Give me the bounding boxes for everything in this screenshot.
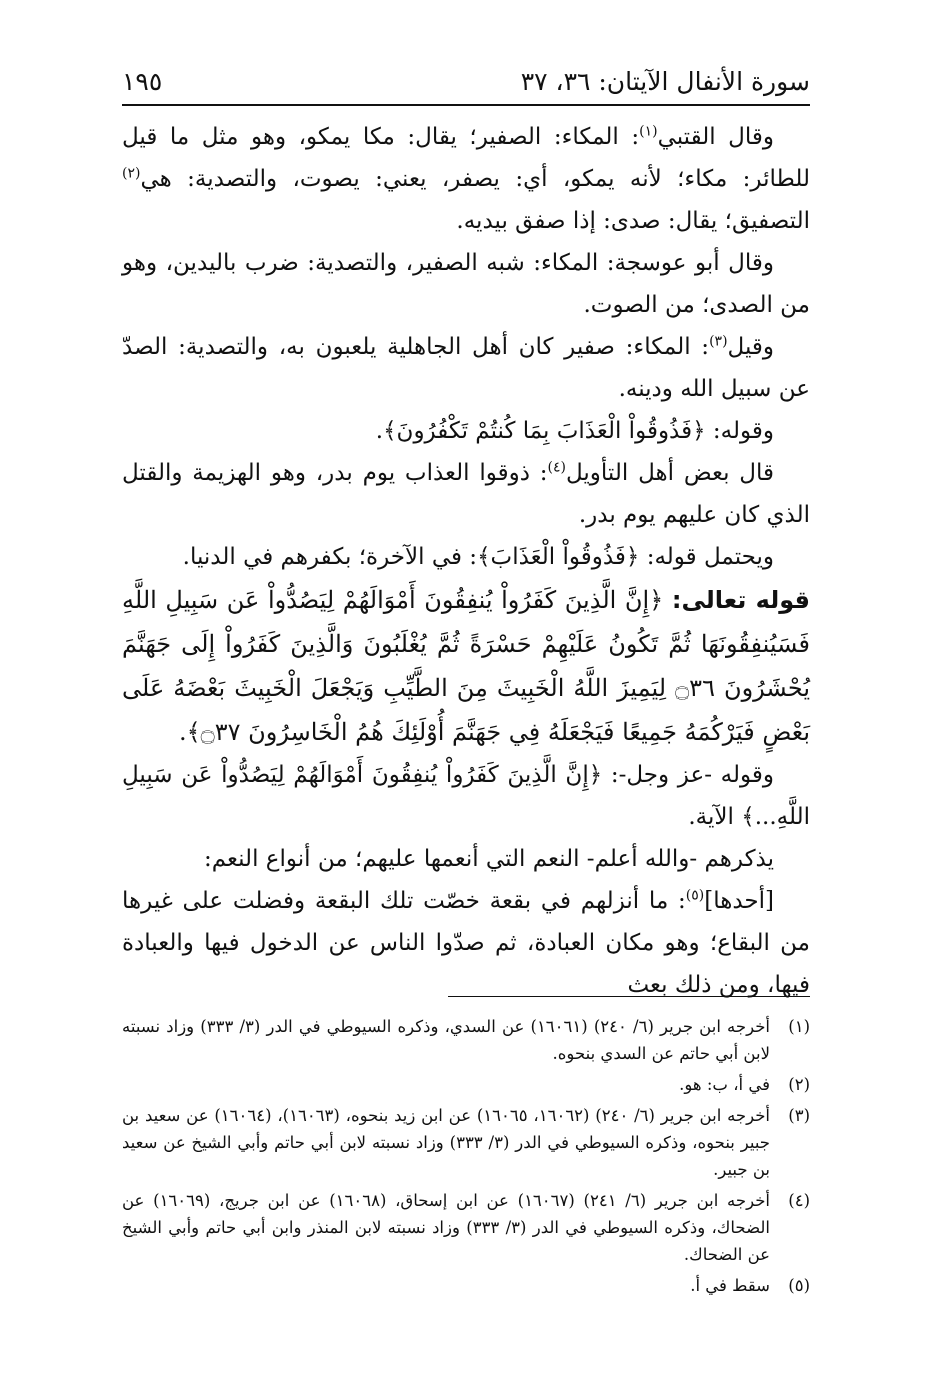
paragraph: [أحدها]$^{(٥)}$: ما أنزلهم في بقعة خصّت تلك البقعة وفضلت على غيرها من البقاع؛ وهو مكان العبادة، ثم صدّوا الناس عن الدخول فيها والعبادة فيها، ومن ذلك بعث (122, 887, 810, 998)
paragraph: وقوله: ﴿فَذُوقُواْ الْعَذَابَ بِمَا كُنتُمْ تَكْفُرُونَ﴾. (375, 418, 774, 444)
running-head (122, 56, 810, 96)
main-text (122, 116, 810, 1006)
verse-block: قوله تعالى: ﴿إِنَّ الَّذِينَ كَفَرُواْ يُنفِقُونَ أَمْوَالَهُمْ لِيَصُدُّواْ عَن سَبِيلِ اللَّهِ فَسَيُنفِقُونَهَا ثُمَّ تَكُونُ عَلَيْهِمْ حَسْرَةً ثُمَّ يُغْلَبُونَ وَالَّذِينَ كَفَرُواْ إِلَى جَهَنَّمَ يُحْشَرُونَ ۝٣٦ لِيَمِيزَ اللَّهُ الْخَبِيثَ مِنَ الطَّيِّبِ وَيَجْعَلَ الْخَبِيثَ بَعْضَهُ عَلَى بَعْضٍ فَيَرْكُمَهُ جَمِيعًا فَيَجْعَلَهُ فِي جَهَنَّمَ أُوْلَئِكَ هُمُ الْخَاسِرُونَ ۝٣٧﴾. (122, 586, 810, 746)
footnote-ref[interactable]: (٤) (547, 459, 566, 476)
paragraph: وقال القتبي$^{(١)}$: المكاء: الصفير؛ يقال: مكا يمكو، وهو مثل ما قيل للطائر: مكاء؛ لأنه يمكو، أي: يصفر، يعني: يصوت، والتصدية: هي$^{(٢)}$ التصفيق؛ يقال: صدى: إذا صفق بيديه. (122, 123, 810, 234)
paragraph: وقوله -عز وجل-: ﴿إِنَّ الَّذِينَ كَفَرُواْ يُنفِقُونَ أَمْوَالَهُمْ لِيَصُدُّواْ عَن سَبِيلِ اللَّهِ...﴾ الآية. (122, 762, 810, 830)
footnote-ref[interactable]: (٣) (709, 333, 728, 350)
quran-quote: ﴿فَذُوقُواْ الْعَذَابَ بِمَا كُنتُمْ تَكْفُرُونَ﴾ (383, 418, 706, 444)
footnote-ref[interactable]: (٢) (122, 165, 141, 182)
footnote (122, 1272, 810, 1299)
footnote (122, 1071, 810, 1098)
header-title: سورة الأنفال الآيتان: ٣٦، ٣٧ (520, 67, 810, 96)
footnote (122, 1013, 810, 1067)
footnote-text: أخرجه ابن جرير (٦/ ٢٤١) (١٦٠٦٧) عن ابن إسحاق، (١٦٠٦٨) عن ابن جريج، (١٦٠٦٩) عن الضحاك، وذكره السيوطي في الدر (٣/ ٣٣٣) وزاد نسبته لابن المنذر وابن أبي حاتم وأبي الشيخ عن الضحاك. (122, 1191, 770, 1264)
quran-quote: ﴿فَذُوقُواْ الْعَذَابَ﴾ (477, 544, 640, 570)
footnote-text: في أ، ب: هو. (679, 1075, 770, 1094)
paragraph: قال بعض أهل التأويل$^{(٤)}$: ذوقوا العذاب يوم بدر، وهو الهزيمة والقتل الذي كان عليهم يوم بدر. (122, 459, 810, 528)
footnote-text: أخرجه ابن جرير (٦/ ٢٤٠) (١٦٠٦١) عن السدي، وذكره السيوطي في الدر (٣/ ٣٣٣) وزاد نسبته لابن أبي حاتم عن السدي بنحوه. (122, 1017, 770, 1063)
verse-lead: قوله تعالى: (671, 586, 810, 614)
footnote-number: (٢) (788, 1075, 810, 1094)
footnote-number: (٤) (788, 1191, 810, 1210)
footnote-number: (٥) (788, 1276, 810, 1295)
footnote-text: أخرجه ابن جرير (٦/ ٢٤٠) (١٦٠٦٢، ١٦٠٦٥) عن ابن زيد بنحوه، (١٦٠٦٣)، (١٦٠٦٤) عن سعيد بن جبير بنحوه، وذكره السيوطي في الدر (٣/ ٣٣٣) وزاد نسبته لابن أبي حاتم وأبي الشيخ عن سعيد بن جبير. (122, 1106, 771, 1179)
footnote-number: (١) (788, 1017, 810, 1036)
footnote-rule (448, 996, 810, 997)
paragraph: وقيل$^{(٣)}$: المكاء: صفير كان أهل الجاهلية يلعبون به، والتصدية: الصدّ عن سبيل الله ودينه. (122, 333, 810, 402)
footnote-text: سقط في أ. (690, 1276, 770, 1295)
header-rule (122, 104, 810, 106)
paragraph: يذكرهم -والله أعلم- النعم التي أنعمها عليهم؛ من أنواع النعم: (203, 846, 774, 872)
paragraph: وقال أبو عوسجة: المكاء: شبه الصفير، والتصدية: ضرب باليدين، وهو من الصدى؛ من الصوت. (122, 250, 810, 318)
footnote (122, 1102, 810, 1183)
quran-verses: ﴿إِنَّ الَّذِينَ كَفَرُواْ يُنفِقُونَ أَمْوَالَهُمْ لِيَصُدُّواْ عَن سَبِيلِ اللَّهِ فَسَيُنفِقُونَهَا ثُمَّ تَكُونُ عَلَيْهِمْ حَسْرَةً ثُمَّ يُغْلَبُونَ وَالَّذِينَ كَفَرُواْ إِلَى جَهَنَّمَ يُحْشَرُونَ ۝٣٦ لِيَمِيزَ اللَّهُ الْخَبِيثَ مِنَ الطَّيِّبِ وَيَجْعَلَ الْخَبِيثَ بَعْضَهُ عَلَى بَعْضٍ فَيَرْكُمَهُ جَمِيعًا فَيَجْعَلَهُ فِي جَهَنَّمَ أُوْلَئِكَ هُمُ الْخَاسِرُونَ ۝٣٧﴾ (122, 586, 810, 746)
footnote-number: (٣) (788, 1106, 810, 1125)
quran-quote: ﴿إِنَّ الَّذِينَ كَفَرُواْ يُنفِقُونَ أَمْوَالَهُمْ لِيَصُدُّواْ عَن سَبِيلِ اللَّهِ...﴾ (122, 762, 810, 830)
footnote-ref[interactable]: (١) (639, 123, 658, 140)
paragraph: ويحتمل قوله: ﴿فَذُوقُواْ الْعَذَابَ﴾: في الآخرة؛ بكفرهم في الدنيا. (182, 544, 774, 570)
footnote (122, 1187, 810, 1268)
footnotes (122, 1013, 810, 1303)
footnote-ref[interactable]: (٥) (685, 887, 705, 904)
page-number: ١٩٥ (122, 67, 163, 96)
